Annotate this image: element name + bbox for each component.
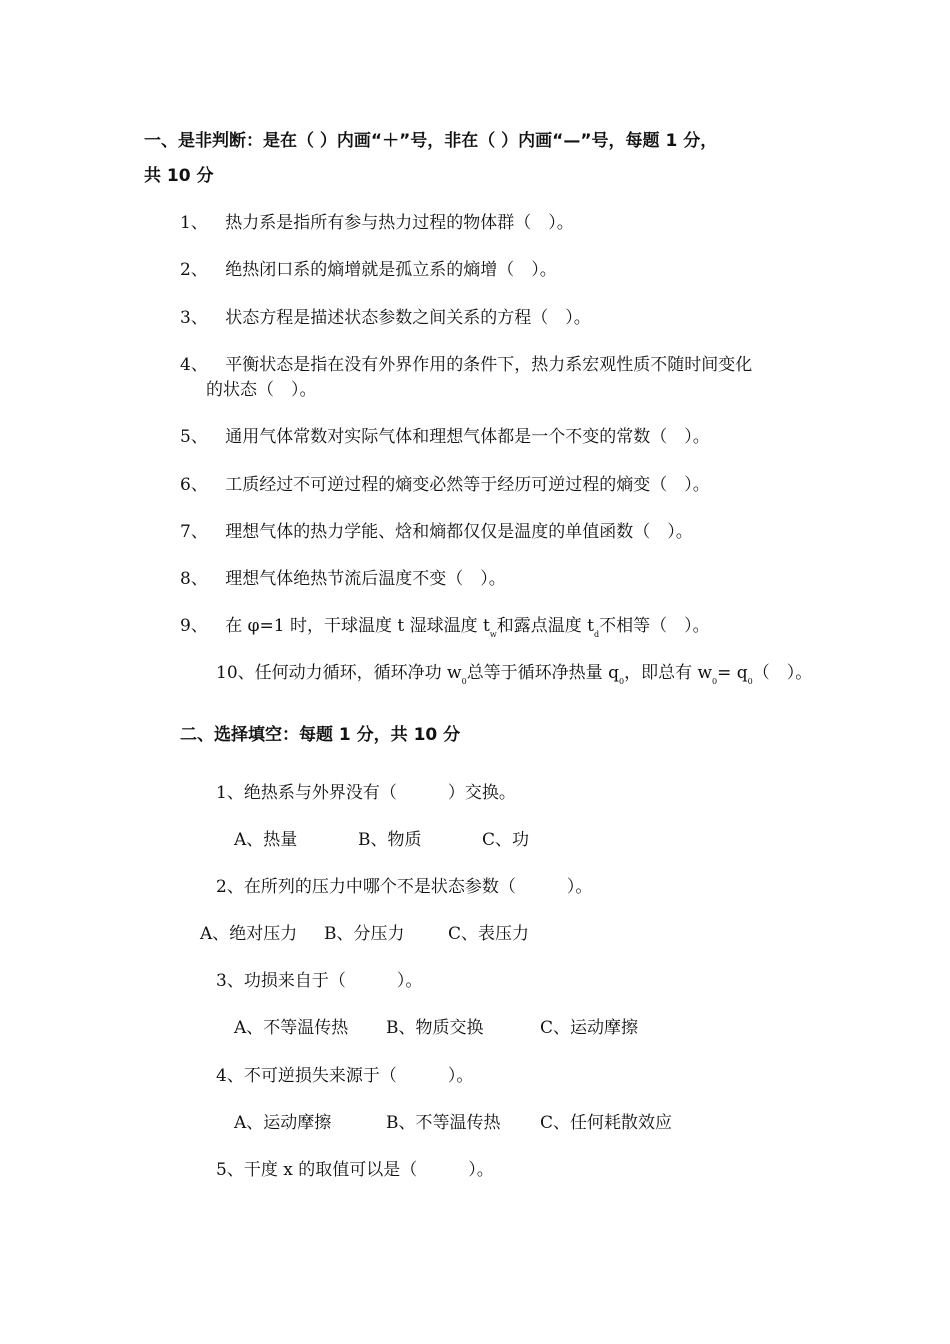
item-text: 理想气体绝热节流后温度不变（ ）。: [225, 569, 506, 589]
item-number: 9、: [180, 616, 208, 636]
item-text: 绝热闭口系的熵增就是孤立系的熵增（ ）。: [225, 260, 557, 280]
item-text: 热力系是指所有参与热力过程的物体群（ ）。: [225, 213, 574, 233]
question-text: 2、在所列的压力中哪个不是状态参数（ ）。: [216, 877, 593, 897]
option-b: B、物质交换: [386, 1018, 484, 1038]
list-item: [180, 521, 693, 543]
item-text: 状态方程是描述状态参数之间关系的方程（ ）。: [225, 308, 591, 328]
list-item: [180, 212, 574, 234]
part1-heading-line1: 一、是非判断：是在（ ）内画“＋”号，非在（ ）内画“—”号，每题 1 分，: [144, 131, 718, 151]
option-b: B、分压力: [324, 924, 405, 944]
subscript: d: [594, 630, 600, 639]
item-text: 不相等（ ）。: [599, 616, 710, 636]
option-c: C、功: [482, 830, 530, 850]
option-b: B、不等温传热: [386, 1113, 501, 1133]
item-text: 理想气体的热力学能、焓和熵都仅仅是温度的单值函数（ ）。: [225, 522, 693, 542]
option-a: A、不等温传热: [234, 1018, 349, 1038]
item-number: 2、: [180, 260, 208, 280]
list-item: [180, 474, 710, 496]
list-item: [180, 307, 591, 329]
option-a: A、绝对压力: [200, 924, 298, 944]
option-c: C、任何耗散效应: [540, 1113, 673, 1133]
subscript: 0: [461, 677, 467, 686]
option-a: A、运动摩擦: [234, 1113, 332, 1133]
item-number: 7、: [180, 522, 208, 542]
list-item: [216, 662, 812, 684]
question-text: 4、不可逆损失来源于（ ）。: [216, 1066, 474, 1086]
list-item: [180, 354, 752, 376]
option-c: C、运动摩擦: [540, 1018, 639, 1038]
item-text: 10、任何动力循环，循环净功 w: [216, 663, 462, 683]
item-number: 8、: [180, 569, 208, 589]
subscript: 0: [712, 677, 718, 686]
question-text: 1、绝热系与外界没有（ ）交换。: [216, 783, 516, 803]
question-text: 5、干度 x 的取值可以是（ ）。: [216, 1160, 494, 1180]
item-number: 4、: [180, 355, 208, 375]
item-text: 平衡状态是指在没有外界作用的条件下，热力系宏观性质不随时间变化: [225, 355, 753, 375]
item-number: 6、: [180, 475, 208, 495]
question-text: 3、功损来自于（ ）。: [216, 971, 423, 991]
list-item: [180, 615, 710, 637]
subscript: 0: [618, 677, 625, 686]
list-item: [180, 259, 557, 281]
item-text-continuation: 的状态（ ）。: [206, 380, 317, 400]
list-item: [180, 568, 506, 590]
option-c: C、表压力: [448, 924, 530, 944]
item-number: 1、: [180, 213, 208, 233]
item-text: 总等于循环净热量 q: [466, 663, 619, 683]
option-a: A、热量: [234, 830, 298, 850]
part2-heading: 二、选择填空：每题 1 分，共 10 分: [180, 725, 461, 745]
item-number: 5、: [180, 427, 208, 447]
subscript: 0: [747, 677, 753, 686]
item-text: = q: [717, 663, 748, 683]
item-text: 和露点温度 t: [496, 616, 594, 636]
item-text: 在 φ=1 时，干球温度 t 湿球温度 t: [225, 616, 490, 636]
item-number: 3、: [180, 308, 208, 328]
item-text: 通用气体常数对实际气体和理想气体都是一个不变的常数（ ）。: [225, 427, 710, 447]
item-text: （ ）。: [752, 663, 813, 683]
list-item: [180, 426, 710, 448]
subscript: w: [489, 630, 497, 639]
option-b: B、物质: [358, 830, 422, 850]
item-text: ，即总有 w: [624, 663, 713, 683]
item-text: 工质经过不可逆过程的熵变必然等于经历可逆过程的熵变（ ）。: [225, 475, 710, 495]
part1-heading-line2: 共 10 分: [144, 166, 214, 186]
